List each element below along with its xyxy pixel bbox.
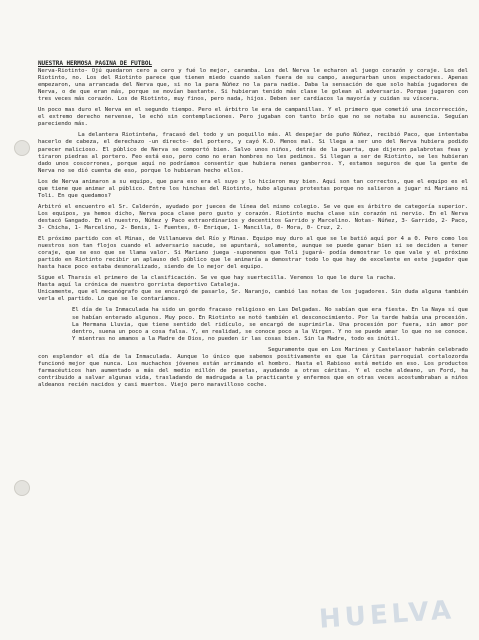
paragraph: Nerva-Riotinto- Ojú quedaron cero a cero y fué lo mejor, caramba. Los del Nerva le echaron al juego corazón y coraje. Los del Riotinto, no. Los del Riotinto parece que tienen miedo cuando salen fuera de su campo, asegurarban unos espectadores. Apenas empezaron, una arrancada del Nerva que, si no la para Núñez no la para nadie. Daba la sensación de que solo había jugadores de Nerva, o de que eran más, porque se movían bastante. Si hubieran tenido más clase le golean al adversario. Porque jugaron con tres veces más corazón. Los de Riotinto, muy finos, pero nada, hijos. Deben ser cardíacos la mayoría y cuidan su víscera. (38, 68, 468, 103)
punch-hole (14, 140, 30, 156)
paragraph: La delantera Riotinteña, fracasó del todo y un poquillo más. Al despejar de puño Núñez, recibió Paco, que intentaba hacerlo de cabeza, el derechazo -un directo- del portero, y cayó K.O. Menos mal. Si llega a ser uno del Nerva hubiera podido parecer malicioso. El público de Nerva se comportó bien. Salvo unos niños, detrás de la puerta, que dijeron palabrotas feas y tiraron piedras al portero. Feo está eso, pero como no eran hombres no les pedimos. Si llegan a ser de Riotinto, se les hubieran dado unos coscorrones, porque aquí no podríamos consentir que hubiera nenes gamberros. Y, estamos seguros de que la gente de Nerva no se dió cuenta de eso, porque lo hubieran hecho ellos. (38, 132, 468, 174)
paragraph: Arbitró el encuentro el Sr. Calderón, ayudado por jueces de línea del mismo colegio. Se ve que es árbitro de categoría superior. Los equipos, ya hemos dicho, Nerva poca clase pero gusto y corazón. Riotinto mucha clase sin corazón ni nervio. En el Nerva destacó Gangado. En el nuestro, Núñez y Paco extraordinarios y decentitos Garrido y Marcelino. Notas- Núñez, 3- Garrido, 2- Paco, 3- Chicha, 1- Marcelino, 2- Benis, 1- Fuentes, 0- Enrique, 1- Mancilla, 0- Mora, 0- Cruz, 2. (38, 203, 468, 231)
paragraph: Seguramente que en Los Marines y Castelasor habrán celebrado con esplendor el día de la Inmaculada. Aunque lo único que sabemos positivamente es que la Cáritas parroquial cortalozorda funcionó mejor que nunca. Los muchachos jóvenes están arrimando el hombro. Hasta el Rabioso está metido en eso. Los productos farmacéuticos han aumentado a más del medio millón de pesetas, ayudando a otras cáritas. Y el coche aldeano, un Ford, ha contribuido a salvar algunas vida, trasladando de madrugada a la practicante y enfermos que en otras veces acostumbraban a niños aldeanos recién nacidos y casi muertos. Viejo pero maravilloso coche. (38, 346, 468, 388)
paragraph: El día de la Inmaculada ha sido un gordo fracaso religioso en Las Delgadas. No sabían que era fiesta. En la Naya sí que se habían enterado algunos. Muy poco. En Riotinto se notó también el desconocimiento. Por la tarde había una procesión. La Hermana Lluvia, que tiene sentido del ridículo, se encargó de suprimirla. Una procesión por fuera, sin amor por dentro, suena un poco a cosa falsa. Y, en realidad, se conoce poco a la Virgen. Y no se puede amar lo que no se conoce. Y mientras no amamos a la Madre de Dios, no pueden ir las cosas bien. Sin la Madre, todo es inútil. (72, 307, 468, 342)
paragraph: Los de Nerva animaron a su equipo, que para eso era el suyo y lo hicieron muy bien. Aquí son tan correctos, que el equipo es el que tiene que animar al público. Entre los hinchas del Riotinto, hubo algunas protestas porque no salieron a jugar ni Mariano ni Toli. En que quedamos? (38, 178, 468, 199)
paragraph: Sigue el Tharsis el primero de la clasificación. Se ve que hay suertecilla. Veremos lo que le dure la racha. (38, 275, 397, 282)
page-title: NUESTRA HERMOSA PAGINA DE FUTBOL (38, 60, 152, 67)
page-text (38, 60, 468, 389)
archive-watermark: HUELVA (318, 595, 456, 635)
paragraph: El próximo partido con el Minas, de Villanueva del Río y Minas. Equipo muy duro al que se le batió aquí por 4 a 0. Pero como los nuestros son tan flojos cuando el adversario sacude, se apuntará, solamente, aunque se puede ganar bien si se deciden a tener coraje, que se eso que se llama valor. Si Mariano juega -suponemos que Toli jugará- podía demostrar lo que vale y el próximo partido en Riotinto recibir un aplauso del público que le animaría a demostrar todo lo que hay de excelente en este jugador que hasta hace poco estaba desmoralizado, siendo de lo mejor del equipo. (38, 236, 468, 271)
paragraph: Hasta aquí la crónica de nuestro gorrista deportivo Cataleja. (38, 282, 241, 289)
punch-hole (14, 480, 30, 496)
paragraph: Unicamente, que el mecanógrafo que se encargó de pasarlo, Sr. Naranjo, cambió las notas de los jugadores. Sin duda alguna también verla el partido. Lo que se le contaríamos. (38, 289, 468, 303)
paragraph: Un poco mas duro el Nerva en el segundo tiempo. Pero el árbitro le era de campanillas. Y el primero que cometió una incorrección, el extremo derecho nervense, le echó sin contemplaciones. Pero jugaban con tanto brío que no se notaba su ausencia. Seguían pareciendo más. (38, 107, 468, 128)
